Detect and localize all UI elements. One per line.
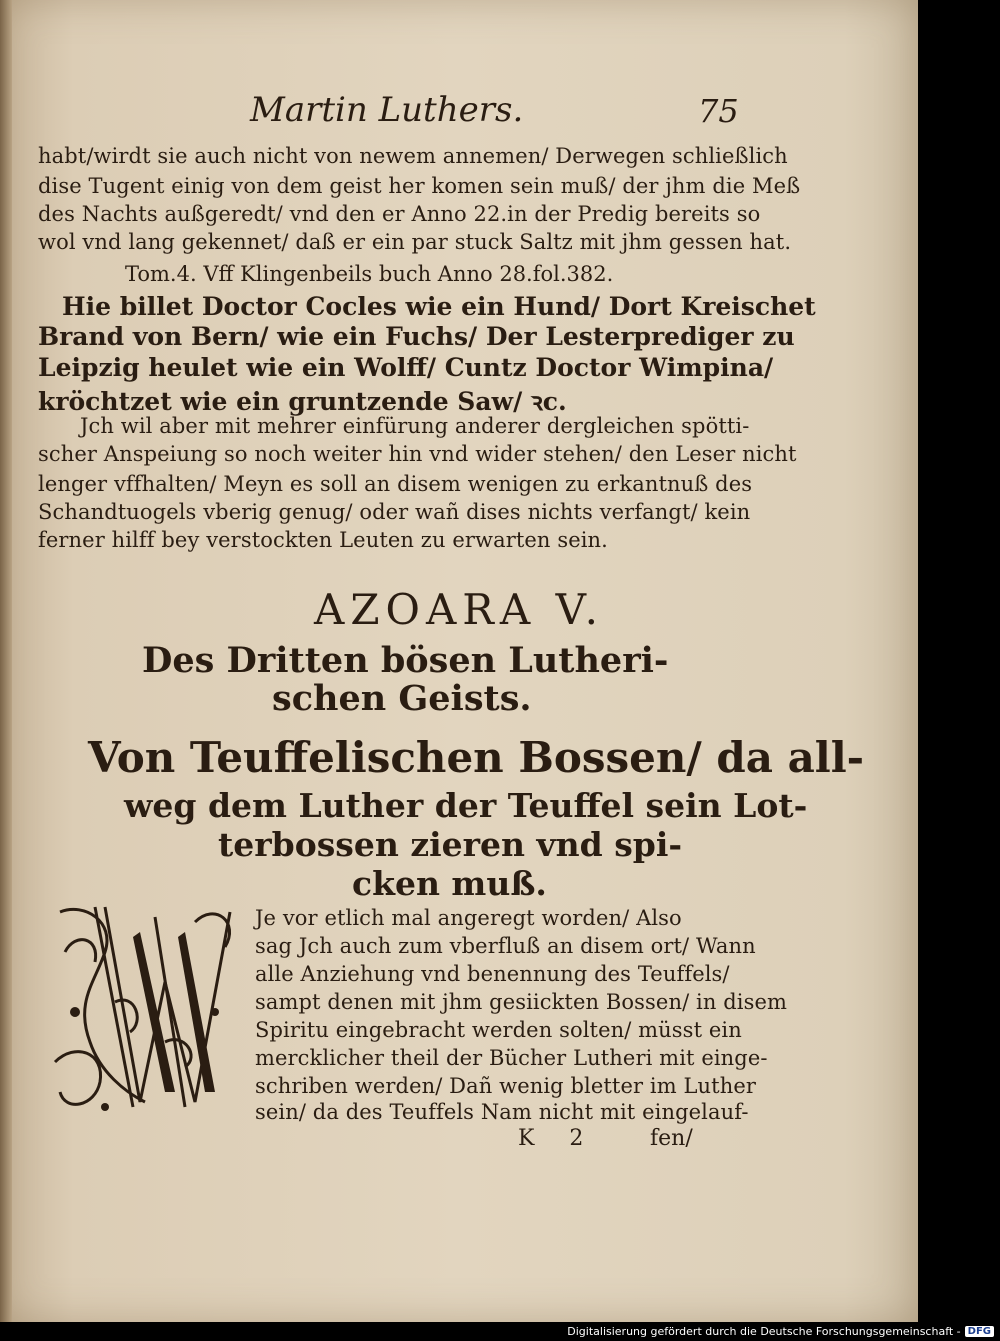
- text-line: Jch wil aber mit mehrer einfürung anderer dergleichen spötti-: [80, 414, 750, 438]
- text-line: ferner hilff bey verstockten Leuten zu erwarten sein.: [38, 528, 608, 552]
- subtitle-line: Von Teuffelischen Bossen/ da all-: [88, 733, 865, 782]
- text-line: scher Anspeiung so noch weiter hin vnd wider stehen/ den Leser nicht: [38, 442, 797, 466]
- citation-reference: Tom.4. Vff Klingenbeils buch Anno 28.fol.382.: [125, 262, 614, 286]
- dfg-logo-icon: DFG: [965, 1326, 994, 1337]
- quote-line: Leipzig heulet wie ein Wolff/ Cuntz Doctor Wimpina/: [38, 353, 774, 382]
- text-line: wol vnd lang gekennet/ daß er ein par stuck Saltz mit jhm gessen hat.: [38, 230, 792, 254]
- footer-text: Digitalisierung gefördert durch die Deutsche Forschungsgemeinschaft -: [567, 1325, 961, 1338]
- subtitle-line: weg dem Luther der Teuffel sein Lot-: [124, 786, 808, 825]
- text-line: Je vor etlich mal angeregt worden/ Also: [255, 906, 682, 930]
- catchword: fen/: [650, 1126, 693, 1151]
- quote-line: Brand von Bern/ wie ein Fuchs/ Der Lesterprediger zu: [38, 322, 795, 351]
- text-line: schriben werden/ Dañ wenig bletter im Luther: [255, 1074, 757, 1098]
- subtitle-line: terbossen zieren vnd spi-: [218, 825, 683, 864]
- decorated-initial-w: [45, 892, 245, 1128]
- text-line: sag Jch auch zum vberfluß an disem ort/ Wann: [255, 934, 756, 958]
- quote-line: Hie billet Doctor Cocles wie ein Hund/ Dort Kreischet: [62, 292, 816, 321]
- digitization-footer: [567, 1325, 994, 1338]
- section-title-line: Des Dritten bösen Lutheri-: [142, 640, 669, 681]
- text-line: mercklicher theil der Bücher Lutheri mit einge-: [255, 1046, 768, 1070]
- signature-mark: K 2: [518, 1126, 598, 1151]
- quote-line: kröchtzet wie ein gruntzende Saw/ ꝛc.: [38, 387, 567, 416]
- chapter-heading: AZOARA V.: [314, 585, 604, 634]
- text-line: sampt denen mit jhm gesiickten Bossen/ in disem: [255, 990, 788, 1014]
- text-line: sein/ da des Teuffels Nam nicht mit eingelauf-: [255, 1100, 749, 1124]
- text-line: Schandtuogels vberig genug/ oder wañ dises nichts verfangt/ kein: [38, 500, 751, 524]
- subtitle-line: cken muß.: [352, 864, 547, 903]
- text-line: alle Anziehung vnd benennung des Teuffels/: [255, 962, 730, 986]
- section-title-line: schen Geists.: [272, 678, 532, 719]
- page-number: 75: [698, 92, 739, 130]
- running-title: Martin Luthers.: [250, 90, 524, 130]
- page-spine-shadow: [0, 0, 12, 1322]
- text-line: lenger vffhalten/ Meyn es soll an disem wenigen zu erkantnuß des: [38, 472, 753, 496]
- text-line: des Nachts außgeredt/ vnd den er Anno 22.in der Predig bereits so: [38, 202, 761, 226]
- text-line: Spiritu eingebracht werden solten/ müsst ein: [255, 1018, 742, 1042]
- text-line: habt/wirdt sie auch nicht von newem annemen/ Derwegen schließlich: [38, 144, 788, 168]
- text-line: dise Tugent einig von dem geist her komen sein muß/ der jhm die Meß: [38, 174, 801, 198]
